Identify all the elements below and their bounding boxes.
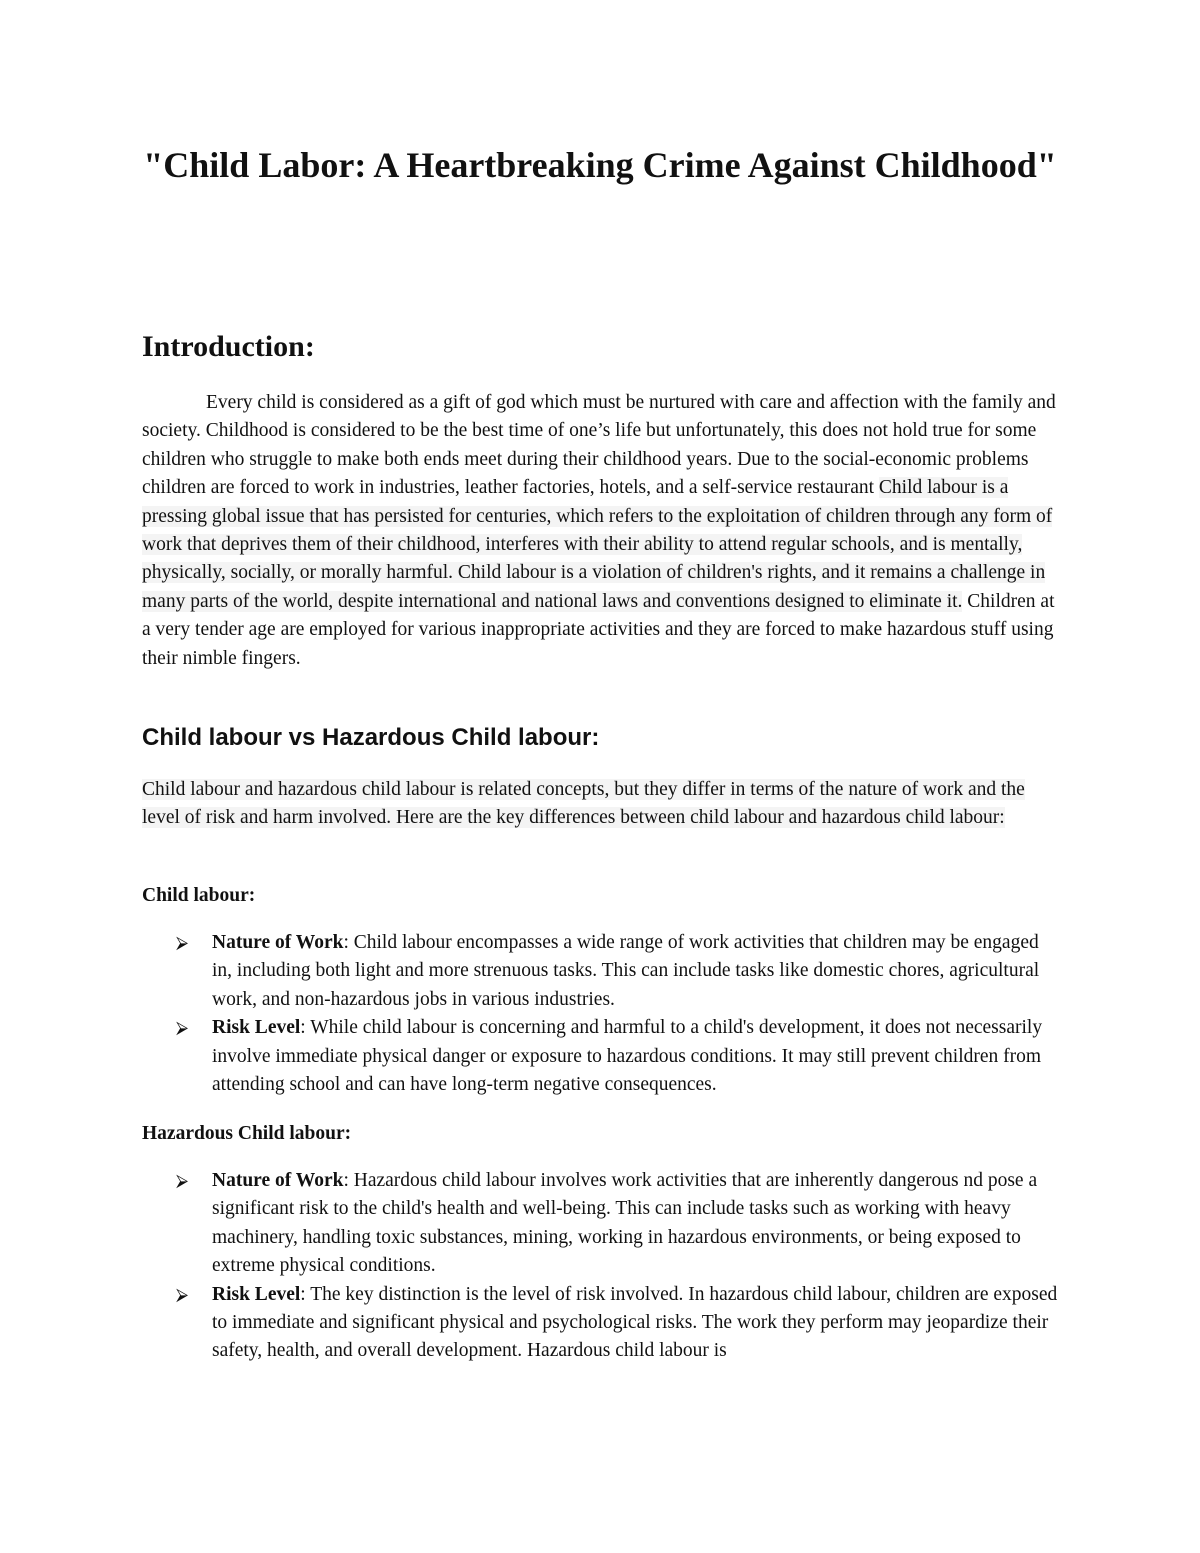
list-item-text: : While child labour is concerning and harmful to a child's development, it does not necessarily involve immediate physical danger or exposure to hazardous conditions. It may still prevent children from attending school and can have long-term negative consequences.: [212, 1017, 1043, 1096]
list-item-term: Risk Level: [212, 1283, 301, 1305]
hazardous-child-labour-subheading: Hazardous Child labour:: [142, 1123, 352, 1144]
arrowhead-bullet-icon: ⮚: [176, 1171, 189, 1191]
comparison-paragraph: [142, 776, 1062, 833]
list-item-term: Nature of Work: [212, 932, 344, 953]
hazardous-child-labour-list: [142, 1167, 1062, 1366]
comparison-text: Child labour and hazardous child labour is related concepts, but they differ in terms of the nature of work and the level of risk and harm involved. Here are the key differences between child labour and hazardous child labour:: [142, 779, 1025, 829]
child-labour-list: [142, 929, 1062, 1099]
arrowhead-bullet-icon: ⮚: [176, 1018, 189, 1039]
document-title: "Child Labor: A Heartbreaking Crime Against Childhood": [143, 145, 1057, 185]
list-item-term: Nature of Work: [212, 1170, 344, 1191]
list-item-text: : Child labour encompasses a wide range of work activities that children may be engaged in, including both light and more strenuous tasks. This can include tasks like domestic chores, agricultural work, and non-hazardous jobs in various industries.: [212, 932, 1040, 1010]
comparison-heading: Child labour vs Hazardous Child labour:: [142, 724, 600, 751]
list-item: [142, 1167, 1062, 1281]
list-item: [142, 1281, 1062, 1366]
arrowhead-bullet-icon: ⮚: [176, 933, 189, 953]
introduction-text-start: Every child is considered as a gift of god which must be nurtured with care and affection with the family and society. Childhood is considered to be the best time of one’s life but unfortunately, this does not hold true for some children who struggle to make both ends meet during their childhood years. Due to the social-economic problems children are forced to work in industries, leather factories, hotels, and a self-service restaurant: [142, 392, 1056, 499]
arrowhead-bullet-icon: ⮚: [176, 1284, 189, 1305]
list-item-text: : The key distinction is the level of risk involved. In hazardous child labour, children are exposed to immediate and significant physical and psychological risks. The work they perform may jeopardize their safety, health, and overall development. Hazardous child labour is: [212, 1283, 1058, 1362]
list-item: [142, 929, 1062, 1014]
introduction-paragraph: [142, 389, 1062, 673]
child-labour-subheading: Child labour:: [142, 885, 256, 906]
list-item-term: Risk Level: [212, 1017, 301, 1039]
list-item: [142, 1014, 1062, 1099]
introduction-highlighted-text: Child labour is a pressing global issue that has persisted for centuries, which refers to the exploitation of children through any form of work that deprives them of their childhood, interferes with their ability to attend regular schools, and is mentally, physically, socially, or morally harmful. Child labour is a violation of children's rights, and it remains a challenge in many parts of the world, despite international and national laws and conventions designed to eliminate it.: [142, 477, 1053, 612]
introduction-heading: Introduction:: [142, 330, 315, 363]
list-item-text: : Hazardous child labour involves work activities that are inherently dangerous nd pose a significant risk to the child's health and well-being. This can include tasks such as working with heavy machinery, handling toxic substances, mining, working in hazardous environments, or being exposed to extreme physical conditions.: [212, 1170, 1038, 1277]
introduction-text-end: Children at a very tender age are employed for various inappropriate activities and they are forced to make hazardous stuff using their nimble fingers.: [142, 590, 1055, 669]
